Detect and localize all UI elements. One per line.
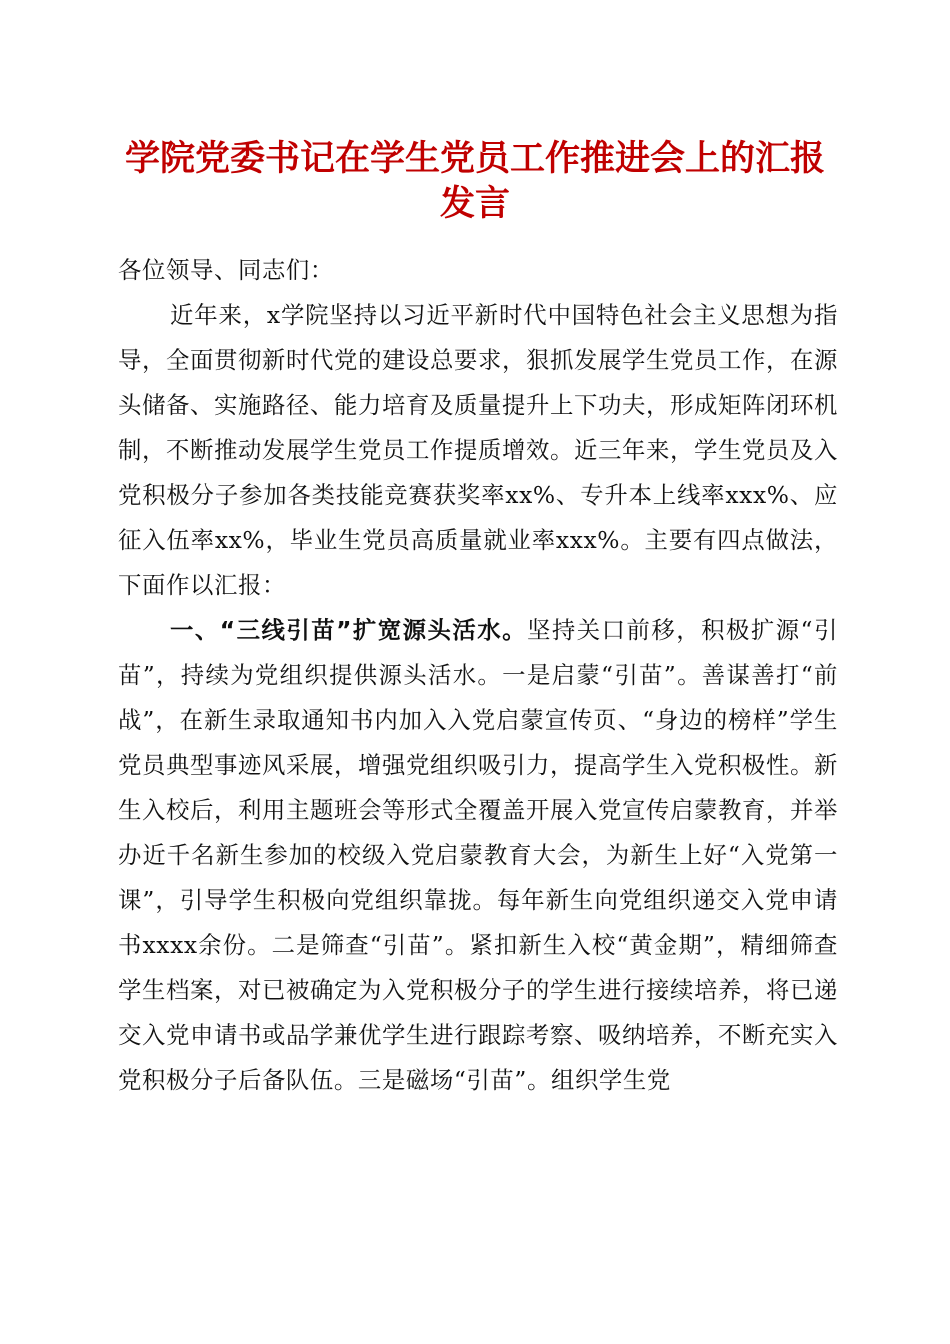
section1-body: 坚持关口前移，积极扩源“引苗”，持续为党组织提供源头活水。一是启蒙“引苗”。善谋善打“前战”，在新生录取通知书内加入入党启蒙宣传页、“身边的榜样”学生党员典型事迹风采展，增强党组织吸引力，提高学生入党积极性。新生入校后，利用主题班会等形式全覆盖开展入党宣传启蒙教育，并举办近千名新生参加的校级入党启蒙教育大会，为新生上好“入党第一课”，引导学生积极向党组织靠拢。每年新生向党组织递交入党申请书xxxx余份。二是筛查“引苗”。紧扣新生入校“黄金期”，精细筛查学生档案，对已被确定为入党积极分子的学生进行接续培养，将已递交入党申请书或品学兼优学生进行跟踪考察、吸纳培养，不断充实入党积极分子后备队伍。三是磁场“引苗”。组织学生党 (118, 616, 838, 1094)
paragraph-intro: 近年来，x学院坚持以习近平新时代中国特色社会主义思想为指导，全面贯彻新时代党的建设总要求，狠抓发展学生党员工作，在源头储备、实施路径、能力培育及质量提升上下功夫，形成矩阵闭环机制，不断推动发展学生党员工作提质增效。近三年来，学生党员及入党积极分子参加各类技能竞赛获奖率xx%、专升本上线率xxx%、应征入伍率xx%，毕业生党员高质量就业率xxx%。主要有四点做法，下面作以汇报： (118, 301, 838, 599)
document-title-line1: 学院党委书记在学生党员工作推进会上的汇报 (124, 138, 825, 179)
document-title-line2: 发言 (439, 183, 510, 224)
paragraph-section1 (118, 608, 838, 1103)
section1-heading: 一、“三线引苗”扩宽源头活水。 (170, 616, 527, 644)
greeting: 各位领导、同志们： (118, 256, 334, 284)
